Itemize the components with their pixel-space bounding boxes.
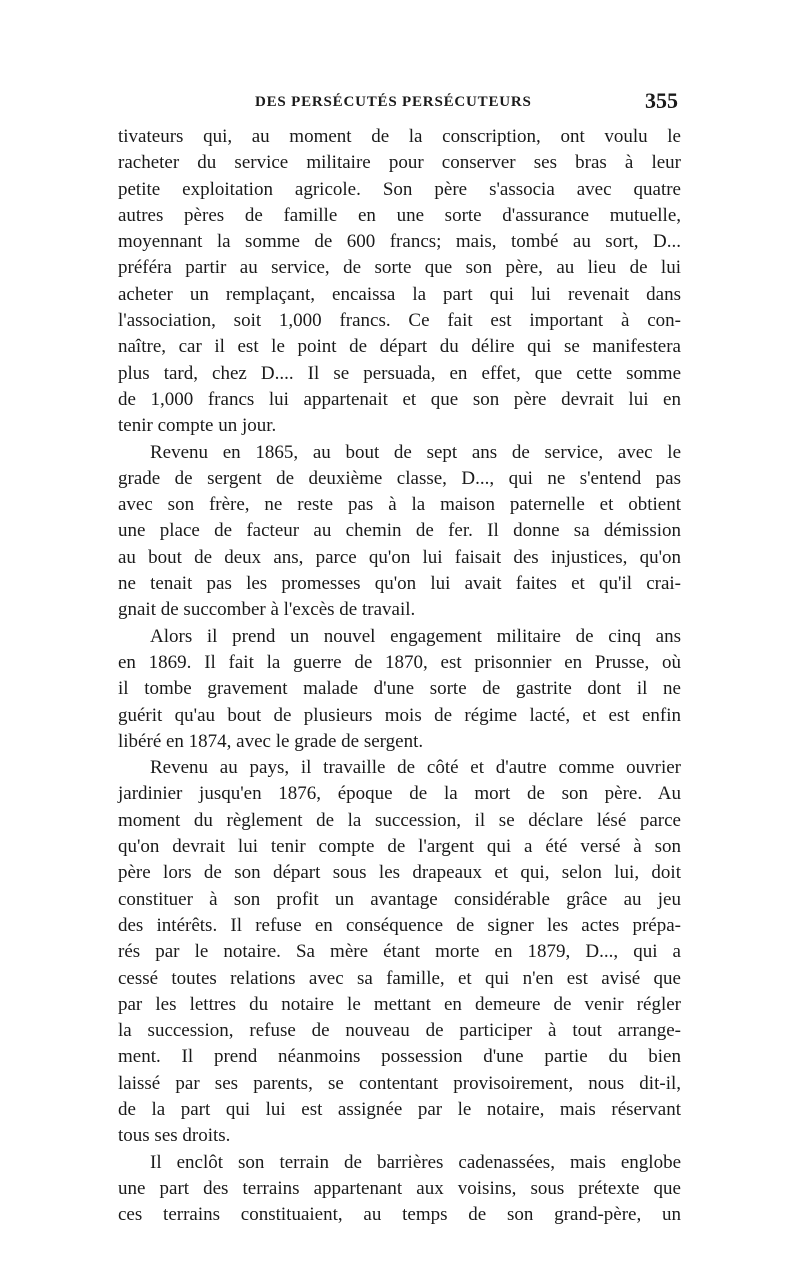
- text-line: acheter un remplaçant, encaissa la part qui lui revenait dans: [118, 283, 681, 305]
- paragraph: [118, 755, 681, 1149]
- paragraph: [118, 624, 681, 755]
- text-line: jardinier jusqu'en 1876, époque de la mort de son père. Au: [118, 783, 681, 805]
- paragraph: [118, 440, 681, 624]
- text-line: gnait de succomber à l'excès de travail.: [118, 599, 416, 621]
- text-line: rés par le notaire. Sa mère étant morte en 1879, D..., qui a: [118, 941, 681, 963]
- text-line: plus tard, chez D.... Il se persuada, en effet, que cette somme: [118, 362, 681, 384]
- text-line: une part des terrains appartenant aux voisins, sous prétexte que: [118, 1177, 681, 1199]
- text-line: des intérêts. Il refuse en conséquence de signer les actes prépa-: [118, 914, 681, 936]
- text-line: en 1869. Il fait la guerre de 1870, est prisonnier en Prusse, où: [118, 651, 681, 673]
- text-line: Alors il prend un nouvel engagement militaire de cinq ans: [150, 625, 681, 647]
- text-line: laissé par ses parents, se contentant provisoirement, nous dit-il,: [118, 1072, 681, 1094]
- text-line: de la part qui lui est assignée par le notaire, mais réservant: [118, 1098, 681, 1120]
- paragraph: [118, 124, 681, 440]
- text-line: l'association, soit 1,000 francs. Ce fait est important à con-: [118, 310, 681, 332]
- text-line: ces terrains constituaient, au temps de son grand-père, un: [118, 1204, 681, 1226]
- paragraph: [118, 1150, 681, 1229]
- text-line: la succession, refuse de nouveau de participer à tout arrange-: [118, 1020, 681, 1042]
- text-line: qu'on devrait lui tenir compte de l'argent qui a été versé à son: [118, 836, 681, 858]
- text-line: une place de facteur au chemin de fer. Il donne sa démission: [118, 520, 681, 542]
- text-line: Revenu en 1865, au bout de sept ans de service, avec le: [150, 441, 681, 463]
- text-line: tous ses droits.: [118, 1125, 231, 1147]
- text-line: de 1,000 francs lui appartenait et que son père devrait lui en: [118, 388, 681, 410]
- text-line: moment du règlement de la succession, il se déclare lésé parce: [118, 809, 681, 831]
- page-number: 355: [645, 88, 678, 113]
- text-line: libéré en 1874, avec le grade de sergent.: [118, 730, 424, 752]
- text-line: père lors de son départ sous les drapeaux et qui, selon lui, doit: [118, 862, 681, 884]
- body-text: [118, 124, 681, 1228]
- text-line: constituer à son profit un avantage considérable grâce au jeu: [118, 888, 681, 910]
- text-line: tenir compte un jour.: [118, 415, 277, 437]
- text-line: avec son frère, ne reste pas à la maison paternelle et obtient: [118, 494, 681, 516]
- text-line: grade de sergent de deuxième classe, D..., qui ne s'entend pas: [118, 467, 681, 489]
- text-line: moyennant la somme de 600 francs; mais, tombé au sort, D...: [118, 231, 681, 253]
- text-line: autres pères de famille en une sorte d'assurance mutuelle,: [118, 204, 681, 226]
- text-line: il tombe gravement malade d'une sorte de gastrite dont il ne: [118, 678, 681, 700]
- text-line: Il enclôt son terrain de barrières cadenassées, mais englobe: [150, 1151, 681, 1173]
- text-line: naître, car il est le point de départ du délire qui se manifestera: [118, 336, 681, 358]
- text-line: préféra partir au service, de sorte que son père, au lieu de lui: [118, 257, 681, 279]
- text-line: racheter du service militaire pour conserver ses bras à leur: [118, 152, 681, 174]
- text-line: au bout de deux ans, parce qu'on lui faisait des injustices, qu'on: [118, 546, 681, 568]
- text-line: guérit qu'au bout de plusieurs mois de régime lacté, et est enfin: [118, 704, 681, 726]
- text-line: tivateurs qui, au moment de la conscription, ont voulu le: [118, 126, 681, 147]
- text-line: ne tenait pas les promesses qu'on lui avait faites et qu'il crai-: [118, 573, 681, 595]
- text-line: cessé toutes relations avec sa famille, et qui n'en est avisé que: [118, 967, 681, 989]
- text-line: par les lettres du notaire le mettant en demeure de venir régler: [118, 993, 681, 1015]
- running-title: DES PERSÉCUTÉS PERSÉCUTEURS: [255, 94, 532, 110]
- page-header: [118, 88, 678, 122]
- text-line: Revenu au pays, il travaille de côté et d'autre comme ouvrier: [150, 757, 681, 779]
- text-line: ment. Il prend néanmoins possession d'une partie du bien: [118, 1046, 681, 1068]
- text-line: petite exploitation agricole. Son père s'associa avec quatre: [118, 178, 681, 200]
